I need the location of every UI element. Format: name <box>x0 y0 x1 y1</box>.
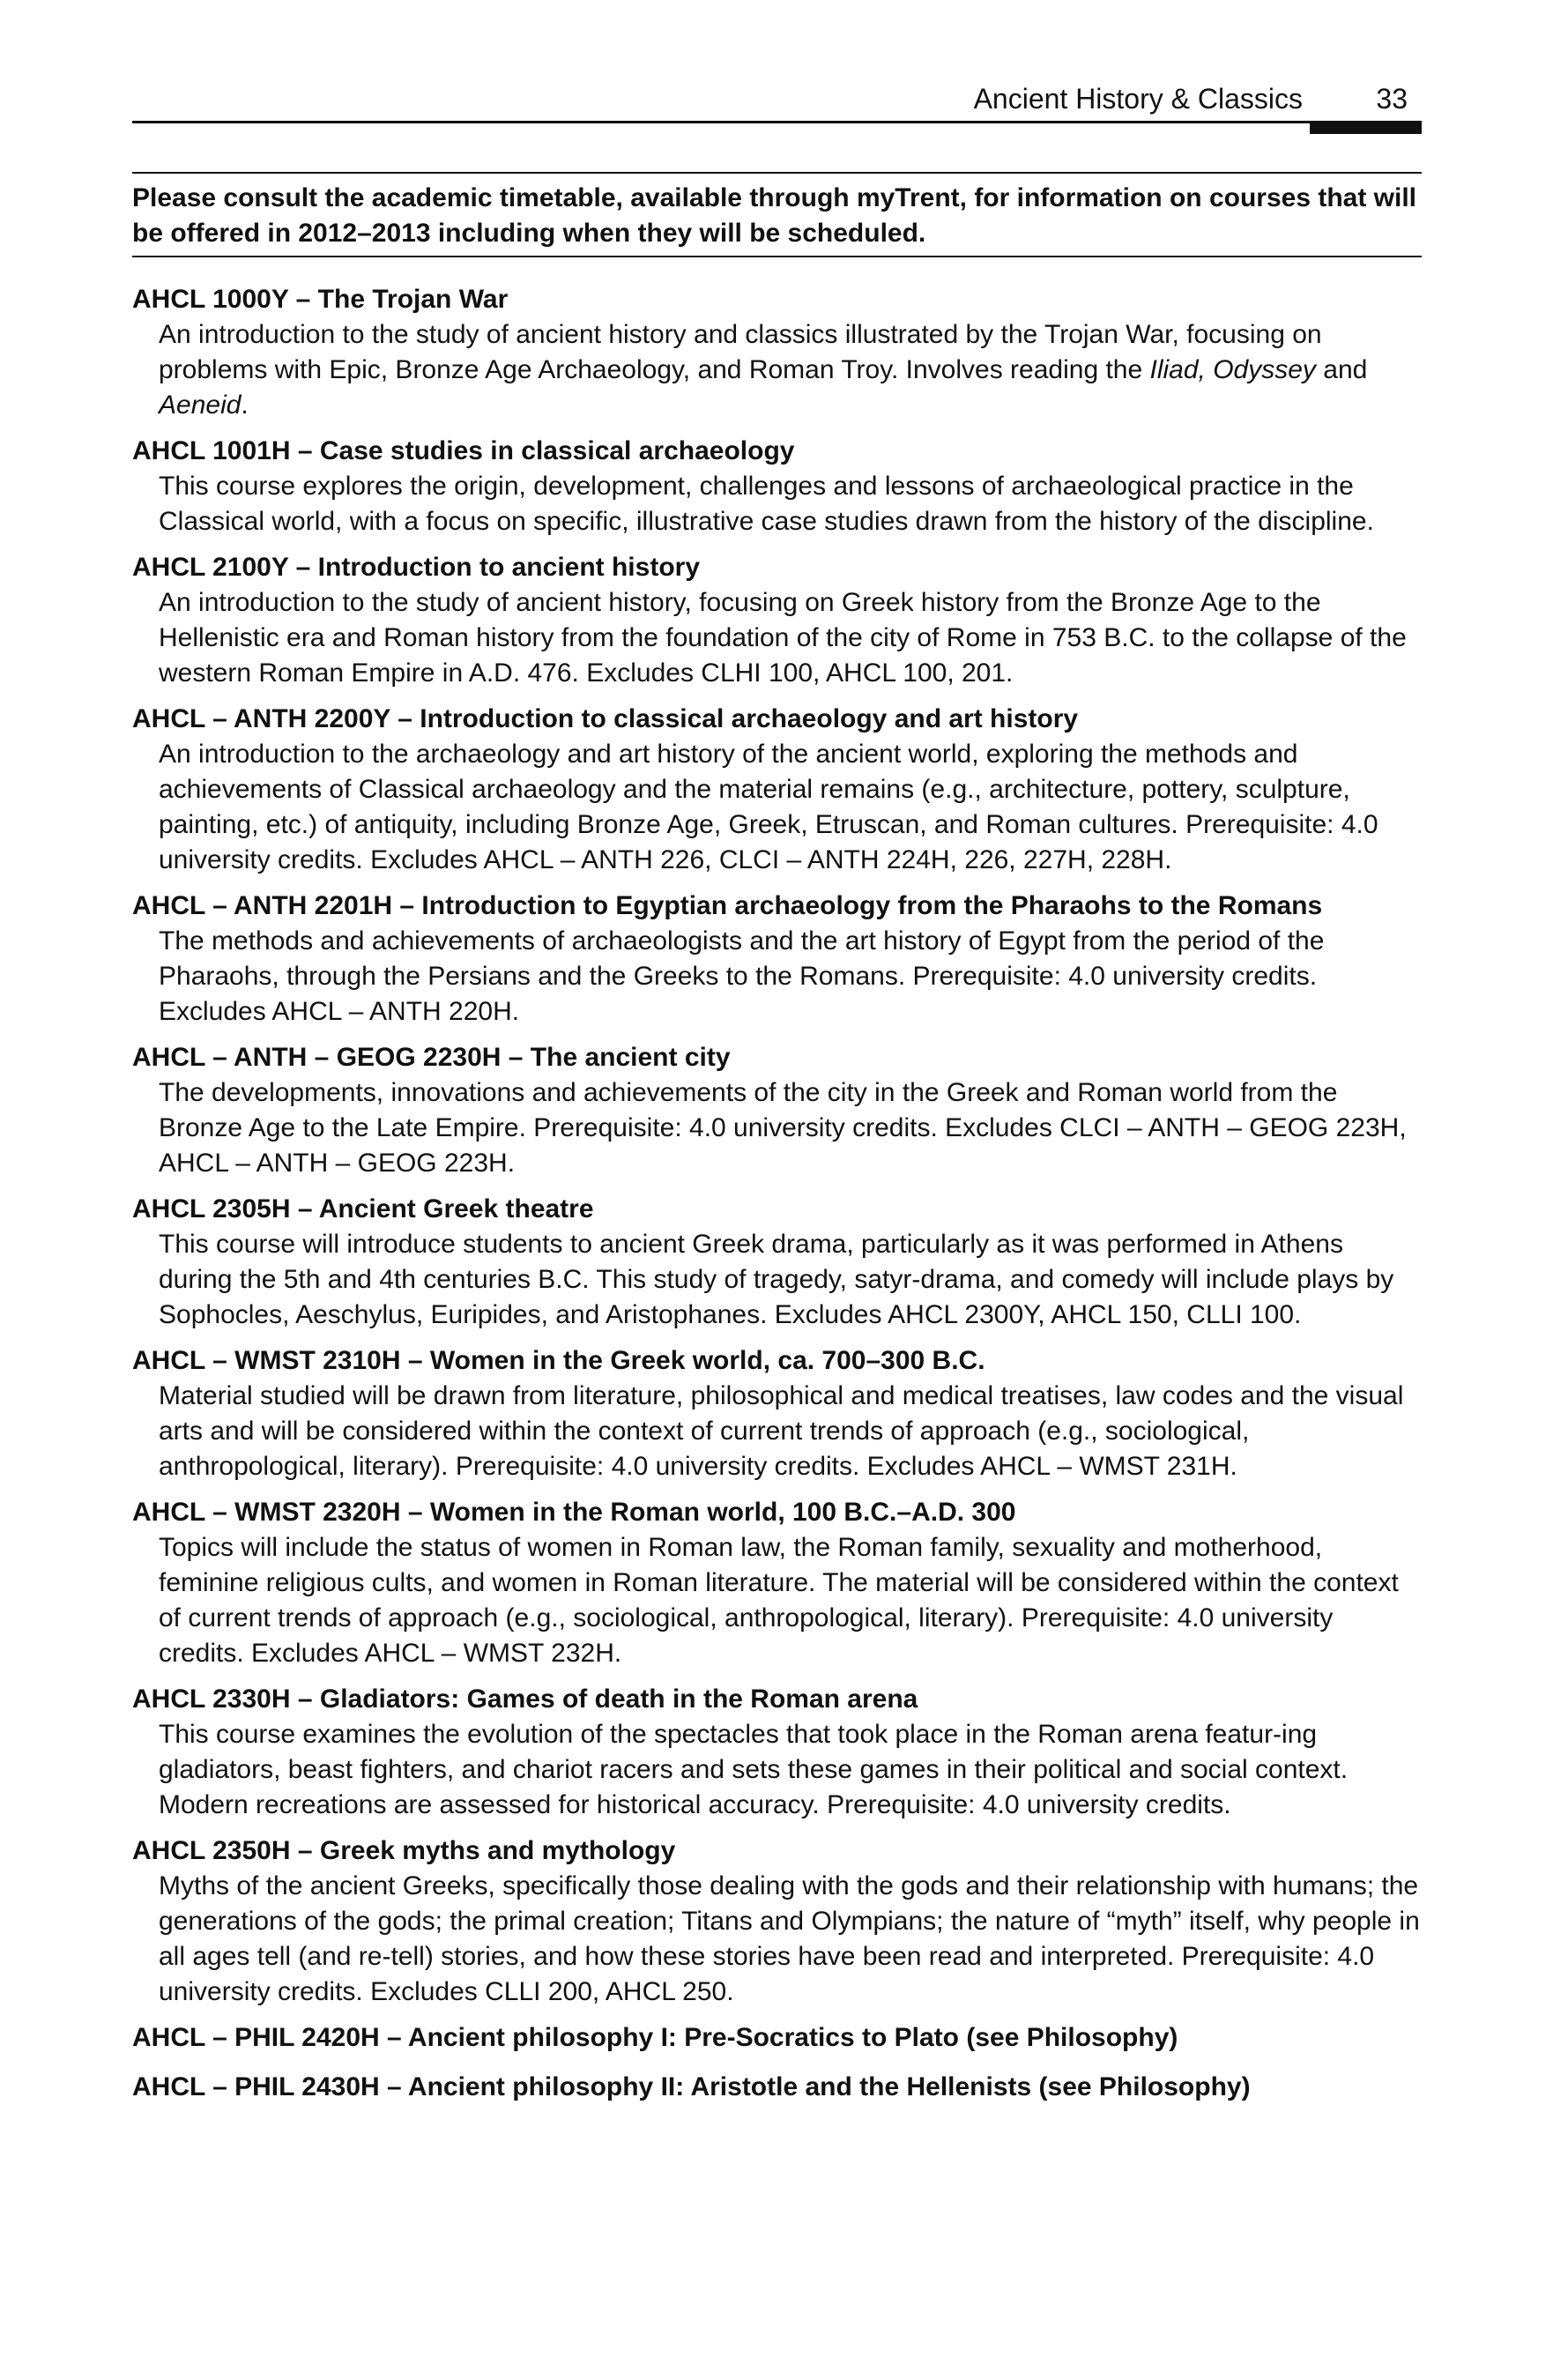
course-entry <box>132 1682 1422 1823</box>
course-entry <box>132 889 1422 1030</box>
course-title: AHCL 2350H – Greek myths and mythology <box>132 1836 676 1865</box>
notice-rule-top <box>132 172 1422 174</box>
course-entry <box>132 1192 1422 1333</box>
work-title-aeneid: Aeneid <box>159 390 241 420</box>
course-title: AHCL – WMST 2310H – Women in the Greek world, ca. 700–300 B.C. <box>132 1346 985 1375</box>
course-description: The methods and achievements of archaeologists and the art history of Egypt from the period of the Pharaohs, through the Persians and the Greeks to the Romans. Prerequisite: 4.0 university credits. Excludes AHCL – ANTH 220H. <box>159 926 1325 1026</box>
course-entry <box>132 1040 1422 1181</box>
course-description: An introduction to the archaeology and art history of the ancient world, exploring the methods and achievements of Classical archaeology and the material remains (e.g., architecture, pottery, sculpture, painting, etc.) of antiquity, including Bronze Age, Greek, Etruscan, and Roman cultures. Prerequisite: 4.0 university credits. Excludes AHCL – ANTH 226, CLCI – ANTH 224H, 226, 227H, 228H. <box>159 740 1378 874</box>
course-title: AHCL 2305H – Ancient Greek theatre <box>132 1194 594 1223</box>
course-description: The developments, innovations and achievements of the city in the Greek and Roman world from the Bronze Age to the Late Empire. Prerequisite: 4.0 university credits. Excludes CLCI – ANTH – GEOG 223H, AHCL – ANTH – GEOG 223H. <box>159 1078 1407 1178</box>
header-rule <box>132 121 1422 123</box>
course-title: AHCL 2330H – Gladiators: Games of death in the Roman arena <box>132 1685 918 1714</box>
work-title-iliad-odyssey: Iliad, Odyssey <box>1149 355 1316 384</box>
course-title: AHCL 1000Y – The Trojan War <box>132 285 509 314</box>
course-description <box>132 317 1422 423</box>
course-description: An introduction to the study of ancient history, focusing on Greek history from the Bronze Age to the Hellenistic era and Roman history from the foundation of the city of Rome in 753 B.C. to the collapse of the western Roman Empire in A.D. 476. Excludes CLHI 100, AHCL 100, 201. <box>159 588 1407 688</box>
course-title: AHCL – ANTH 2201H – Introduction to Egyptian archaeology from the Pharaohs to the Romans <box>132 891 1323 920</box>
course-entry <box>132 1833 1422 2010</box>
course-title: AHCL – ANTH 2200Y – Introduction to classical archaeology and art history <box>132 704 1079 733</box>
course-description: This course examines the evolution of the spectacles that took place in the Roman arena featur-ing gladiators, beast fighters, and chariot racers and sets these games in their political and social context. Modern recreations are assessed for historical accuracy. Prerequisite: 4.0 university credits. <box>159 1720 1349 1819</box>
course-description: Myths of the ancient Greeks, specifically those dealing with the gods and their relationship with humans; the generations of the gods; the primal creation; Titans and Olympians; the nature of “myth” itself, why people in all ages tell (and re-tell) stories, and how these stories have been read and interpreted. Prerequisite: 4.0 university credits. Excludes CLLI 200, AHCL 250. <box>159 1871 1420 2006</box>
course-entry <box>132 1343 1422 1484</box>
course-entry <box>132 434 1422 539</box>
course-list <box>132 282 1422 2119</box>
course-description: Topics will include the status of women in Roman law, the Roman family, sexuality and motherhood, feminine religious cults, and women in Roman literature. The material will be considered within the context of current trends of approach (e.g., sociological, anthropological, literary). Prerequisite: 4.0 university credits. Excludes AHCL – WMST 232H. <box>159 1533 1399 1668</box>
description-text: . <box>241 390 249 420</box>
notice-rule-bottom <box>132 256 1422 257</box>
course-entry <box>132 550 1422 691</box>
timetable-notice: Please consult the academic timetable, available through myTrent, for information on courses that will be offered in 2012–2013 including when they will be scheduled. <box>132 183 1417 248</box>
course-description: This course explores the origin, development, challenges and lessons of archaeological practice in the Classical world, with a focus on specific, illustrative case studies drawn from the history of the discipline. <box>159 472 1374 536</box>
description-text: An introduction to the study of ancient history and classics illustrated by the Trojan War, focusing on problems with Epic, Bronze Age Archaeology, and Roman Troy. Involves reading the <box>159 320 1322 384</box>
course-title: AHCL 1001H – Case studies in classical archaeology <box>132 436 795 465</box>
course-entry <box>132 2020 1422 2056</box>
course-entry <box>132 702 1422 878</box>
course-entry <box>132 282 1422 423</box>
running-header <box>132 78 1422 122</box>
course-title: AHCL – PHIL 2430H – Ancient philosophy II: Aristotle and the Hellenists (see Philosophy) <box>132 2072 1251 2101</box>
description-text: and <box>1315 355 1368 384</box>
course-title: AHCL – ANTH – GEOG 2230H – The ancient city <box>132 1043 731 1072</box>
page-number: 33 <box>1376 83 1408 115</box>
section-title: Ancient History & Classics <box>973 83 1303 115</box>
course-title: AHCL 2100Y – Introduction to ancient history <box>132 553 701 582</box>
course-description: This course will introduce students to ancient Greek drama, particularly as it was performed in Athens during the 5th and 4th centuries B.C. This study of tragedy, satyr-drama, and comedy will include plays by Sophocles, Aeschylus, Euripides, and Aristophanes. Excludes AHCL 2300Y, AHCL 150, CLLI 100. <box>159 1230 1394 1329</box>
course-entry <box>132 1495 1422 1671</box>
course-title: AHCL – PHIL 2420H – Ancient philosophy I: Pre-Socratics to Plato (see Philosophy) <box>132 2023 1178 2052</box>
course-title: AHCL – WMST 2320H – Women in the Roman world, 100 B.C.–A.D. 300 <box>132 1498 1016 1527</box>
course-entry <box>132 2070 1422 2105</box>
course-description: Material studied will be drawn from literature, philosophical and medical treatises, law codes and the visual arts and will be considered within the context of current trends of approach (e.g., sociological, anthropological, literary). Prerequisite: 4.0 university credits. Excludes AHCL – WMST 231H. <box>159 1381 1404 1481</box>
page-number-bar <box>1310 121 1422 134</box>
